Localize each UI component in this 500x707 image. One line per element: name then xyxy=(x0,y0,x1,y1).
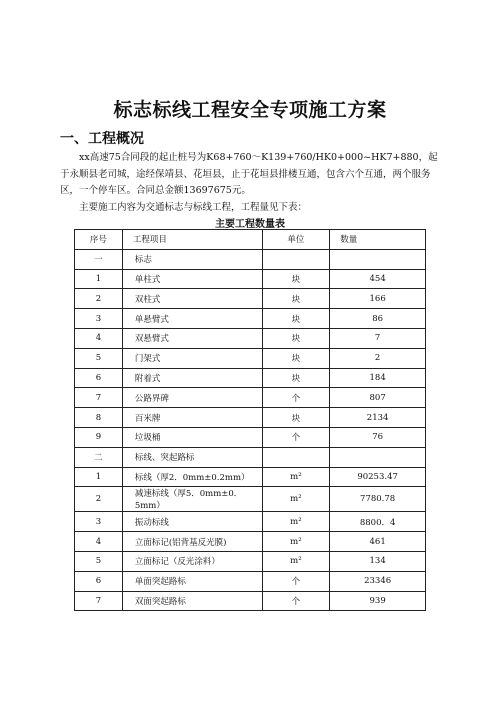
quantity-cell: 461 xyxy=(330,532,426,552)
table-row xyxy=(75,467,426,487)
item-name-cell: 百米牌 xyxy=(122,408,262,428)
document-title: 标志标线工程安全专项施工方案 xyxy=(113,99,387,121)
header-cell: 序号 xyxy=(75,230,123,250)
quantity-cell xyxy=(330,249,426,269)
section-heading: 一、工程概况 xyxy=(60,131,144,147)
unit-cell: 块 xyxy=(262,408,330,428)
item-name-cell: 立面标记（反光涂料） xyxy=(122,551,262,571)
header-cell: 数量 xyxy=(330,230,426,250)
table-row xyxy=(75,591,426,611)
item-name-cell: 门架式 xyxy=(122,348,262,368)
row-number-cell: 8 xyxy=(75,408,123,428)
row-number-cell: 2 xyxy=(75,487,123,512)
table-row xyxy=(75,289,426,309)
row-number-cell: 1 xyxy=(75,269,123,289)
unit-cell: 块 xyxy=(262,309,330,329)
quantity-cell: 7780.78 xyxy=(330,487,426,512)
item-name-cell: 振动标线 xyxy=(122,512,262,532)
table-row xyxy=(75,309,426,329)
table-row xyxy=(75,512,426,532)
quantity-cell: 454 xyxy=(330,269,426,289)
row-number-cell: 5 xyxy=(75,551,123,571)
table-row xyxy=(75,249,426,269)
overview-paragraph: xx高速75合同段的起止桩号为K68+760～K139+760/HK0+000~HK7+880，起于永顺县老司城，途经保靖县、花垣县，止于花垣县排楼互通，包含六个互通，两个服务区，一个停车区。合同总金额13697675元。 xyxy=(60,152,438,196)
item-name-cell: 立面标记(铝背基反光膜) xyxy=(122,532,262,552)
item-name-cell: 标志 xyxy=(122,249,262,269)
quantity-cell: 86 xyxy=(330,309,426,329)
item-name-cell: 双面突起路标 xyxy=(122,591,262,611)
row-number-cell: 二 xyxy=(75,447,123,467)
unit-cell: m² xyxy=(262,551,330,571)
row-number-cell: 2 xyxy=(75,289,123,309)
item-name-cell: 双柱式 xyxy=(122,289,262,309)
row-number-cell: 6 xyxy=(75,571,123,591)
row-number-cell: 6 xyxy=(75,368,123,388)
item-name-cell: 标线、突起路标 xyxy=(122,447,262,467)
quantity-table xyxy=(74,229,426,611)
row-number-cell: 1 xyxy=(75,467,123,487)
scope-paragraph: 主要施工内容为交通标志与标线工程，工程量见下表： xyxy=(79,202,308,213)
row-number-cell: 4 xyxy=(75,328,123,348)
row-number-cell: 一 xyxy=(75,249,123,269)
item-name-cell: 单悬臂式 xyxy=(122,309,262,329)
unit-cell: 个 xyxy=(262,591,330,611)
row-number-cell: 9 xyxy=(75,427,123,447)
unit-cell: 个 xyxy=(262,388,330,408)
table-row xyxy=(75,269,426,289)
table-row xyxy=(75,328,426,348)
unit-cell: 块 xyxy=(262,348,330,368)
quantity-cell: 90253.47 xyxy=(330,467,426,487)
row-number-cell: 7 xyxy=(75,591,123,611)
unit-cell: m² xyxy=(262,467,330,487)
unit-cell: 个 xyxy=(262,571,330,591)
item-name-cell: 公路界碑 xyxy=(122,388,262,408)
quantity-cell xyxy=(330,447,426,467)
table-row xyxy=(75,408,426,428)
quantity-cell: 166 xyxy=(330,289,426,309)
unit-cell: m² xyxy=(262,512,330,532)
unit-cell: 块 xyxy=(262,368,330,388)
item-name-cell: 标线（厚2．0mm±0.2mm） xyxy=(122,467,262,487)
table-row xyxy=(75,368,426,388)
unit-cell xyxy=(262,249,330,269)
quantity-cell: 8800．4 xyxy=(330,512,426,532)
table-row xyxy=(75,551,426,571)
table-row xyxy=(75,532,426,552)
unit-cell: m² xyxy=(262,532,330,552)
item-name-cell: 单面突起路标 xyxy=(122,571,262,591)
quantity-cell: 76 xyxy=(330,427,426,447)
row-number-cell: 3 xyxy=(75,309,123,329)
item-name-cell: 附着式 xyxy=(122,368,262,388)
item-name-cell: 垃圾桶 xyxy=(122,427,262,447)
unit-cell: 块 xyxy=(262,269,330,289)
table-row xyxy=(75,427,426,447)
quantity-cell: 23346 xyxy=(330,571,426,591)
header-cell: 单位 xyxy=(262,230,330,250)
table-row xyxy=(75,388,426,408)
quantity-cell: 2134 xyxy=(330,408,426,428)
row-number-cell: 7 xyxy=(75,388,123,408)
table-caption: 主要工程数量表 xyxy=(215,219,285,230)
quantity-cell: 184 xyxy=(330,368,426,388)
unit-cell xyxy=(262,447,330,467)
row-number-cell: 3 xyxy=(75,512,123,532)
unit-cell: 块 xyxy=(262,328,330,348)
item-name-cell: 单柱式 xyxy=(122,269,262,289)
unit-cell: 块 xyxy=(262,289,330,309)
row-number-cell: 5 xyxy=(75,348,123,368)
quantity-cell: 134 xyxy=(330,551,426,571)
table-row xyxy=(75,447,426,467)
row-number-cell: 4 xyxy=(75,532,123,552)
item-name-cell: 减速标线（厚5．0mm±0．5mm） xyxy=(122,487,262,512)
table-row xyxy=(75,487,426,512)
table-row xyxy=(75,348,426,368)
table-row xyxy=(75,571,426,591)
header-cell: 工程项目 xyxy=(122,230,262,250)
unit-cell: 个 xyxy=(262,427,330,447)
quantity-cell: 939 xyxy=(330,591,426,611)
quantity-cell: 807 xyxy=(330,388,426,408)
item-name-cell: 双悬臂式 xyxy=(122,328,262,348)
table-header-row xyxy=(75,230,426,250)
quantity-cell: 2 xyxy=(330,348,426,368)
unit-cell: m² xyxy=(262,487,330,512)
quantity-cell: 7 xyxy=(330,328,426,348)
